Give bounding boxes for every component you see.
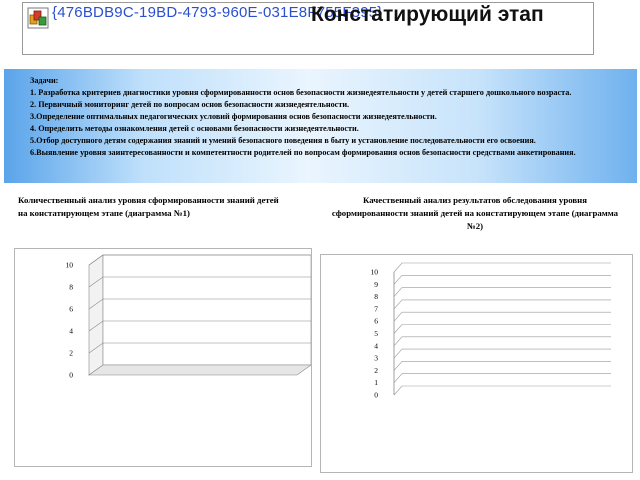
tasks-heading: Задачи:: [30, 76, 59, 85]
chart1-frame: [14, 248, 312, 467]
task-item: 3.Определение оптимальных педагогических условий формирования основ безопасности жизнедеятельности.: [30, 112, 437, 121]
chart1-ytick-label: 0: [69, 370, 73, 380]
chart2-ytick-label: 3: [374, 353, 378, 363]
chart2-ytick-label: 7: [374, 304, 378, 314]
chart1-ytick-label: 4: [69, 326, 73, 336]
chart2-caption: Качественный анализ результатов обследования уровня сформированности знаний детей на констатирующем этапе (диаграмма №2): [331, 195, 619, 231]
chart1: [15, 249, 311, 466]
chart1-ytick-label: 2: [69, 348, 73, 358]
chart2-gridline: [394, 386, 611, 395]
chart2-ytick-label: 6: [374, 316, 378, 326]
chart1-ytick-label: 10: [65, 260, 73, 270]
chart2-frame: [320, 254, 633, 473]
chart2-gridline: [394, 325, 611, 334]
chart1-back-wall: [103, 255, 311, 365]
chart1-side-wall: [89, 255, 103, 375]
chart2-gridline: [394, 312, 611, 321]
chart2-ytick-label: 8: [374, 292, 378, 302]
chart2-ytick-label: 1: [374, 378, 378, 388]
page-title: Констатирующий этап: [311, 3, 544, 26]
chart2: [321, 255, 632, 472]
chart2-gridline: [394, 288, 611, 297]
chart1-ytick-label: 8: [69, 282, 73, 292]
chart2-gridline: [394, 361, 611, 370]
chart2-ytick-label: 2: [374, 365, 378, 375]
chart2-gridline: [394, 263, 611, 272]
chart2-ytick-label: 10: [370, 267, 378, 277]
task-item: 4. Определить методы ознакомления детей с основами безопасности жизнедеятельности.: [30, 124, 359, 133]
embedded-object-id: {476BDB9C-19BD-4793-960E-031E8F755F395}: [52, 4, 383, 21]
embedded-object-icon[interactable]: [27, 7, 49, 29]
chart2-gridline: [394, 374, 611, 383]
chart2-gridline: [394, 337, 611, 346]
chart2-ytick-label: 5: [374, 329, 378, 338]
tasks-panel: [4, 69, 637, 183]
task-item: 1. Разработка критериев диагностики уровня сформированности основ безопасности жизнедеятельности у детей старшего дошкольного возраста.: [30, 88, 572, 97]
chart2-ytick-label: 0: [374, 390, 378, 400]
chart1-caption: Количественный анализ уровня сформированности знаний детей на констатирующем этапе (диаграмма №1): [18, 195, 279, 218]
task-item: 6.Выявление уровня заинтересованности и компетентности родителей по вопросам формирования основ безопасности средствами анкетирования.: [30, 148, 576, 157]
chart1-floor: [89, 365, 311, 375]
chart1-ytick-label: 6: [69, 304, 73, 314]
chart2-ytick-label: 4: [374, 341, 378, 351]
task-item: 2. Первичный мониторинг детей по вопросам основ безопасности жизнедеятельности.: [30, 100, 350, 109]
chart2-gridline: [394, 300, 611, 309]
chart2-gridline: [394, 349, 611, 358]
chart2-gridline: [394, 275, 611, 284]
task-item: 5.Отбор доступного детям содержания знаний и умений безопасного поведения в быту и установление последовательности его освоения.: [30, 136, 536, 145]
chart2-ytick-label: 9: [374, 279, 378, 289]
